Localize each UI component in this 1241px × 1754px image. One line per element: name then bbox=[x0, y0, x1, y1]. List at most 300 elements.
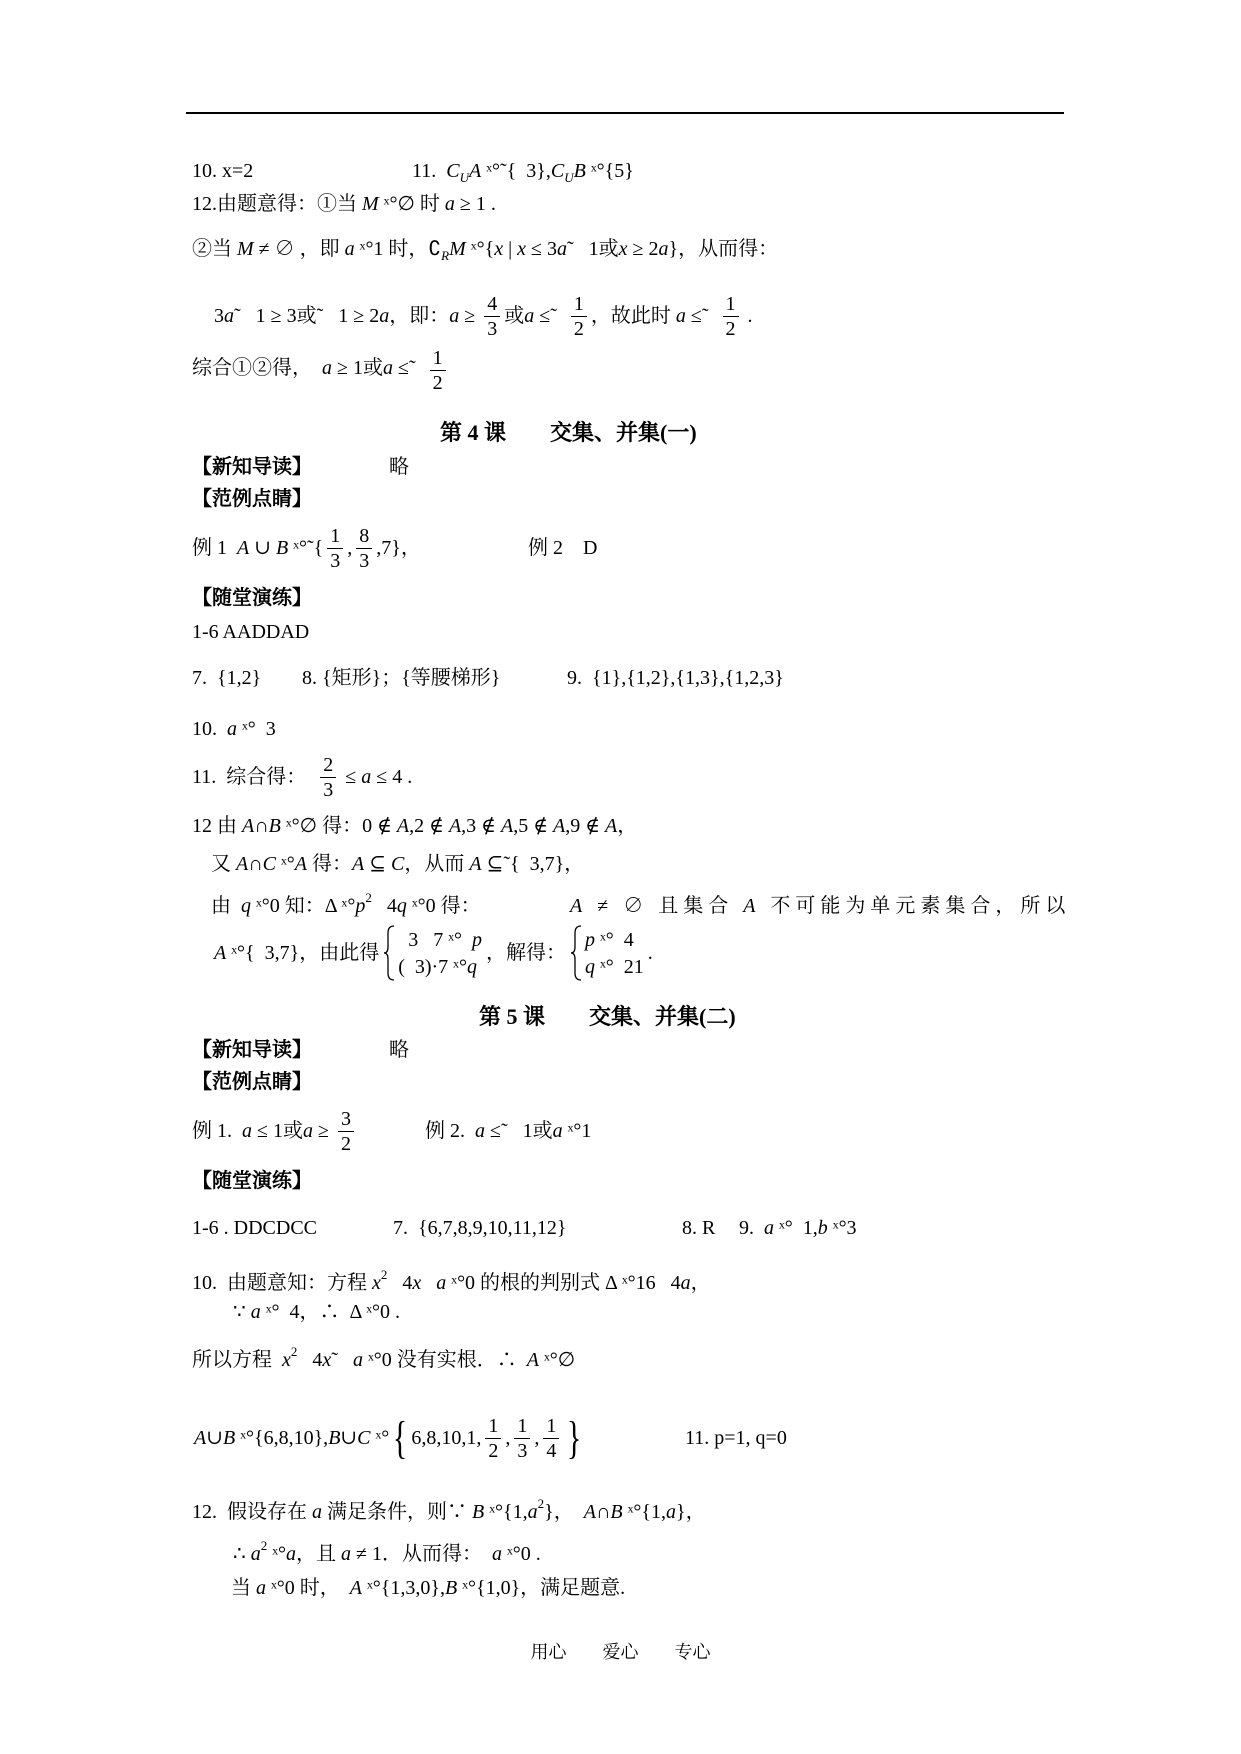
text: ˣ°0 的根的判别式 Δ ˣ°16 4 bbox=[446, 1272, 681, 1294]
text: 得： bbox=[307, 853, 353, 875]
text: ˣ°∅ bbox=[538, 1349, 576, 1371]
math-symbol: B bbox=[328, 1427, 341, 1449]
math-symbol: x bbox=[282, 1349, 291, 1371]
fraction bbox=[327, 525, 343, 572]
lesson-5-answer-10-line-4 bbox=[194, 1398, 585, 1478]
math-symbol: a bbox=[475, 1120, 485, 1142]
text: ≤ bbox=[340, 766, 362, 788]
text: ,9 ∉ bbox=[565, 815, 606, 837]
math-symbol: a bbox=[444, 193, 455, 215]
text: 10. 由题意知：方程 bbox=[192, 1272, 372, 1294]
heading-text: 【随堂演练】 bbox=[192, 1170, 312, 1192]
lesson-4-title bbox=[440, 413, 697, 453]
math-symbol: x bbox=[412, 1272, 422, 1294]
text: ˣ° 3 bbox=[237, 718, 276, 740]
math-symbol: A bbox=[396, 815, 410, 837]
numerator: 1 bbox=[430, 347, 446, 371]
lesson-5-answer-12-line-1 bbox=[192, 1492, 706, 1532]
lesson-5-title bbox=[479, 997, 736, 1037]
text: 9. bbox=[739, 1217, 764, 1239]
text: ，从而 bbox=[404, 853, 470, 875]
math-symbol: A bbox=[500, 815, 514, 837]
numerator: 1 bbox=[485, 1415, 501, 1439]
text: ˣ°{ 3,7}，由此得 bbox=[226, 942, 380, 964]
text: }， bbox=[676, 1501, 706, 1523]
lesson-5-answer-12-line-3 bbox=[231, 1568, 625, 1608]
answer-12-case-2 bbox=[192, 229, 778, 269]
math-symbol: a bbox=[344, 238, 355, 260]
math-symbol: a bbox=[286, 1543, 297, 1565]
math-symbol: a bbox=[666, 1501, 676, 1523]
lesson-4-answers-1-6 bbox=[192, 612, 309, 652]
text: 11. p=1, q=0 bbox=[685, 1427, 787, 1449]
denominator: 2 bbox=[340, 1132, 351, 1155]
math-symbol: a bbox=[256, 1577, 266, 1599]
numerator: 2 bbox=[320, 754, 336, 778]
page-footer bbox=[0, 1633, 1241, 1673]
answer-12-conclusion bbox=[192, 347, 450, 394]
text: ∩ bbox=[595, 1501, 611, 1523]
math-symbol: x bbox=[618, 238, 628, 260]
text: ，即： bbox=[389, 305, 450, 327]
math-symbol: q bbox=[241, 895, 251, 917]
open-brace: { bbox=[393, 1412, 408, 1463]
math-symbol: A bbox=[349, 1577, 362, 1599]
superscript: 2 bbox=[380, 1266, 388, 1282]
text: ˣ°0 知：Δ ˣ° bbox=[251, 895, 356, 917]
lesson-5-example-2 bbox=[425, 1111, 591, 1151]
text: 综合①②得， bbox=[192, 357, 322, 379]
text: ,5 ∉ bbox=[513, 815, 553, 837]
text: 4 bbox=[297, 1349, 323, 1371]
text: . bbox=[742, 305, 753, 327]
denominator: 3 bbox=[517, 1439, 528, 1462]
math-symbol: x bbox=[372, 1272, 381, 1294]
text: ˣ°3 bbox=[827, 1217, 857, 1239]
text: 7. {6,7,8,9,10,11,12} bbox=[393, 1217, 567, 1239]
math-symbol: p bbox=[355, 895, 366, 917]
text: ( 3)·7 ˣ° bbox=[398, 955, 467, 978]
text: }，从而得： bbox=[668, 238, 779, 260]
text: ∴ bbox=[233, 1543, 251, 1565]
math-symbol: a bbox=[224, 305, 234, 327]
numerator: 4 bbox=[484, 293, 500, 317]
text: ≤ 1或 bbox=[252, 1120, 303, 1142]
text: 略 bbox=[389, 1039, 409, 1061]
text: ②当 bbox=[192, 238, 237, 260]
text: ≤˜ bbox=[534, 305, 567, 327]
close-brace: } bbox=[567, 1412, 582, 1463]
denominator: 3 bbox=[323, 778, 334, 801]
text: . bbox=[647, 942, 653, 964]
text: ˣ° bbox=[276, 853, 295, 875]
denominator: 4 bbox=[546, 1439, 557, 1462]
lesson-4-answer-10 bbox=[192, 709, 276, 749]
math-symbol: A bbox=[469, 853, 482, 875]
lesson-4-answer-12-line-3b bbox=[570, 886, 1070, 926]
text: ⊆ bbox=[364, 853, 391, 875]
set-braces bbox=[389, 1412, 585, 1463]
text: ˣ°{1,0}，满足题意. bbox=[457, 1577, 626, 1599]
text: 1-6 AADDAD bbox=[192, 621, 310, 643]
text: ˜ 1或 bbox=[566, 238, 619, 260]
math-symbol: A bbox=[553, 815, 566, 837]
lesson-4-answer-12-line-1 bbox=[192, 806, 637, 846]
text: 1-6 . DDCDCC bbox=[192, 1217, 318, 1239]
text: ， bbox=[690, 1272, 711, 1294]
math-symbol: A bbox=[448, 815, 462, 837]
superscript: 2 bbox=[290, 1343, 298, 1359]
math-symbol: a bbox=[382, 357, 393, 379]
heading-text: 【随堂演练】 bbox=[192, 587, 312, 609]
text: ˜ bbox=[331, 1349, 353, 1371]
denominator: 2 bbox=[488, 1439, 499, 1462]
text: ≥ 1 . bbox=[454, 193, 496, 215]
text: ˣ°{5} bbox=[585, 160, 634, 182]
text: 例 1 bbox=[192, 537, 237, 559]
text: 7. {1,2} bbox=[192, 667, 262, 689]
lesson-4-example-2 bbox=[528, 528, 597, 568]
text: ≠ 1．从而得： bbox=[351, 1543, 492, 1565]
superscript: 2 bbox=[537, 1495, 545, 1511]
math-symbol: a bbox=[449, 305, 460, 327]
math-symbol: a bbox=[322, 357, 332, 379]
math-symbol: a bbox=[680, 1272, 691, 1294]
math-symbol: p bbox=[471, 928, 482, 951]
numerator: 1 bbox=[327, 525, 343, 549]
lesson-4-answer-7 bbox=[192, 658, 261, 698]
equation-rows bbox=[585, 926, 644, 980]
math-symbol: a bbox=[361, 766, 372, 788]
text: ˣ°˜{ 3}, bbox=[481, 160, 551, 182]
math-symbol: A bbox=[236, 853, 249, 875]
text: ˣ° bbox=[267, 1543, 287, 1565]
text: ≥ bbox=[459, 305, 481, 327]
fraction bbox=[338, 1108, 354, 1155]
text: ˣ° 1, bbox=[774, 1217, 818, 1239]
text: 又 bbox=[211, 853, 236, 875]
denominator: 2 bbox=[725, 317, 736, 340]
lesson-5-answer-11 bbox=[685, 1418, 787, 1458]
text: 例 2. bbox=[425, 1120, 475, 1142]
text: ˣ°{1, bbox=[622, 1501, 666, 1523]
text: ˣ° bbox=[370, 1427, 390, 1449]
text: 8. R bbox=[682, 1217, 716, 1239]
text: ≤˜ 1或 bbox=[485, 1120, 553, 1142]
equation-row bbox=[398, 926, 482, 953]
lesson-5-answer-10-line-2 bbox=[233, 1292, 400, 1332]
math-symbol: B bbox=[610, 1501, 623, 1523]
numerator: 8 bbox=[356, 525, 372, 549]
heading-text: 【范例点睛】 bbox=[192, 488, 312, 510]
lesson-4-example-1 bbox=[192, 516, 421, 580]
text: ≠ ∅ 且集合 bbox=[587, 895, 744, 917]
fraction bbox=[514, 1415, 530, 1462]
math-symbol: a bbox=[764, 1217, 774, 1239]
math-symbol: A bbox=[294, 853, 308, 875]
numerator: 1 bbox=[543, 1415, 559, 1439]
lesson-5-answer-10-line-3 bbox=[192, 1340, 575, 1380]
answer-12-case-1 bbox=[192, 184, 496, 224]
math-symbol: M bbox=[449, 238, 466, 260]
lesson-4-answer-11 bbox=[192, 745, 412, 809]
math-symbol: A bbox=[743, 895, 761, 917]
text: ≤ 3 bbox=[525, 238, 557, 260]
subscript: R bbox=[441, 247, 450, 263]
math-symbol: A bbox=[469, 160, 482, 182]
math-symbol: A bbox=[237, 537, 250, 559]
text: ≤˜ bbox=[685, 305, 719, 327]
text: ˣ°˜{ bbox=[288, 537, 324, 559]
math-symbol: a bbox=[242, 1120, 252, 1142]
text: 略 bbox=[389, 456, 409, 478]
math-symbol: C bbox=[391, 853, 405, 875]
text: , bbox=[534, 1427, 540, 1449]
text: 8. {矩形}；{等腰梯形} bbox=[302, 667, 501, 689]
text: 9. {1},{1,2},{1,3},{1,2,3} bbox=[567, 667, 784, 689]
fraction bbox=[543, 1415, 559, 1462]
footer-text: 用心 爱心 专心 bbox=[530, 1642, 711, 1663]
text: 10. x=2 bbox=[192, 160, 254, 182]
left-brace bbox=[570, 925, 582, 981]
text: 所以方程 bbox=[192, 1349, 282, 1371]
left-brace bbox=[383, 925, 395, 981]
math-symbol: x bbox=[494, 238, 504, 260]
math-symbol: A bbox=[214, 942, 227, 964]
math-symbol: a bbox=[552, 1120, 563, 1142]
text: ˣ°{1,3,0}, bbox=[362, 1577, 445, 1599]
text: 6,8,10,1, bbox=[411, 1427, 482, 1449]
text: 或 bbox=[504, 305, 525, 327]
text: ˣ°{1, bbox=[484, 1501, 528, 1523]
text: ˜ 1 ≥ 3或˜ 1 ≥ 2 bbox=[234, 305, 380, 327]
math-symbol: a bbox=[302, 1120, 313, 1142]
math-symbol: B bbox=[472, 1501, 485, 1523]
lesson-4-answer-12-line-2 bbox=[211, 844, 584, 884]
math-symbol: q bbox=[396, 895, 407, 917]
math-symbol: B bbox=[444, 1577, 458, 1599]
text: ˣ° 4 bbox=[594, 928, 634, 951]
math-symbol: M bbox=[362, 193, 379, 215]
math-symbol: A bbox=[570, 895, 588, 917]
fraction bbox=[723, 293, 739, 340]
text: 当 bbox=[231, 1577, 256, 1599]
text: ,3 ∉ bbox=[461, 815, 501, 837]
math-symbol: a bbox=[250, 1543, 261, 1565]
text: ∩ bbox=[254, 815, 269, 837]
lesson-5-answer-9 bbox=[739, 1208, 857, 1248]
math-symbol: a bbox=[492, 1543, 502, 1565]
math-symbol: q bbox=[584, 955, 595, 978]
math-symbol: C bbox=[446, 160, 460, 182]
answer-12-derivation bbox=[214, 284, 753, 348]
text: 11. 综合得： bbox=[192, 766, 317, 788]
text: ，故此时 bbox=[590, 305, 676, 327]
text: 不可能为单元素集合，所以 bbox=[760, 895, 1071, 917]
text: ˣ°1 bbox=[562, 1120, 592, 1142]
text: , bbox=[505, 1427, 511, 1449]
math-symbol: a bbox=[227, 718, 237, 740]
math-symbol: A bbox=[526, 1349, 539, 1371]
equation-row bbox=[585, 926, 644, 953]
math-symbol: a bbox=[341, 1543, 352, 1565]
lesson-5-answer-7 bbox=[393, 1208, 566, 1248]
math-symbol: A bbox=[242, 815, 255, 837]
lesson-4-answer-12-line-4 bbox=[214, 921, 653, 985]
math-symbol: B bbox=[275, 537, 289, 559]
text: 12. 假设存在 bbox=[192, 1501, 312, 1523]
header-rule bbox=[186, 112, 1064, 114]
text: 例 2 D bbox=[528, 537, 598, 559]
text: ≥ 2 bbox=[627, 238, 659, 260]
text: ≠ ∅ ，即 bbox=[253, 238, 345, 260]
text: 3 bbox=[214, 305, 224, 327]
text: ∵ bbox=[233, 1301, 251, 1323]
text: 满足条件，则∵ bbox=[322, 1501, 472, 1523]
text: ∪ bbox=[206, 1427, 223, 1449]
math-symbol: a bbox=[527, 1501, 538, 1523]
subscript: U bbox=[459, 169, 469, 185]
math-symbol: C bbox=[357, 1427, 371, 1449]
text: , bbox=[347, 537, 353, 559]
text: ˣ° 21 bbox=[594, 955, 644, 978]
equation-row bbox=[585, 953, 644, 980]
math-symbol: C bbox=[262, 853, 277, 875]
lesson-5-answers-1-6 bbox=[192, 1208, 317, 1248]
denominator: 3 bbox=[487, 317, 498, 340]
math-symbol: b bbox=[817, 1217, 828, 1239]
fraction bbox=[320, 754, 336, 801]
text bbox=[421, 1272, 436, 1294]
lesson-5-examples-heading bbox=[192, 1062, 312, 1102]
text: ˣ°0 时， bbox=[266, 1577, 350, 1599]
text: ˣ°0 没有实根．∴ bbox=[362, 1349, 527, 1371]
heading-text: 【新知导读】 bbox=[192, 456, 312, 478]
heading-text: 第 4 课 交集、并集(一) bbox=[440, 419, 697, 445]
lesson-4-answer-9 bbox=[567, 658, 784, 698]
text: ˣ°1 时，∁ bbox=[354, 238, 442, 260]
fraction bbox=[430, 347, 446, 394]
text: ˣ°0 . bbox=[502, 1543, 541, 1565]
math-symbol: p bbox=[584, 928, 595, 951]
equation-system bbox=[383, 925, 482, 981]
text: 4 bbox=[371, 895, 397, 917]
heading-text: 【新知导读】 bbox=[192, 1039, 312, 1061]
text: ， bbox=[617, 815, 638, 837]
text: ⊆˜{ 3,7}， bbox=[481, 853, 585, 875]
text: | bbox=[503, 238, 518, 260]
math-symbol: A bbox=[605, 815, 618, 837]
set-contents bbox=[411, 1415, 563, 1462]
fraction bbox=[484, 293, 500, 340]
text: 12.由题意得：①当 bbox=[192, 193, 362, 215]
math-symbol: q bbox=[466, 955, 477, 978]
text: 11. bbox=[412, 160, 447, 182]
math-symbol: a bbox=[524, 305, 535, 327]
equation-rows bbox=[398, 926, 482, 980]
denominator: 3 bbox=[359, 549, 370, 572]
text: ≤ 4 . bbox=[371, 766, 413, 788]
math-symbol: a bbox=[379, 305, 390, 327]
math-symbol: a bbox=[658, 238, 669, 260]
text: 例 1. bbox=[192, 1120, 242, 1142]
text: 4 bbox=[387, 1272, 413, 1294]
text: 10. bbox=[192, 718, 227, 740]
equation-system bbox=[570, 925, 644, 981]
superscript: 2 bbox=[365, 889, 372, 905]
math-symbol: M bbox=[237, 238, 254, 260]
text: }， bbox=[544, 1501, 584, 1523]
lesson-4-answer-12-line-3a bbox=[211, 886, 481, 926]
math-symbol: a bbox=[352, 1349, 363, 1371]
lesson-4-answer-8 bbox=[302, 658, 500, 698]
fraction bbox=[571, 293, 587, 340]
text: ，且 bbox=[296, 1543, 342, 1565]
heading-text: 第 5 课 交集、并集(二) bbox=[479, 1003, 736, 1029]
math-symbol: a bbox=[556, 238, 567, 260]
math-symbol: x bbox=[517, 238, 526, 260]
text: 由 bbox=[211, 895, 241, 917]
text: ∪ bbox=[249, 537, 276, 559]
math-symbol: C bbox=[550, 160, 565, 182]
equation-row bbox=[398, 953, 482, 980]
math-symbol: a bbox=[250, 1301, 261, 1323]
superscript: 2 bbox=[260, 1537, 268, 1553]
lesson-5-practice-heading bbox=[192, 1161, 312, 1201]
fraction bbox=[485, 1415, 501, 1462]
text: ,2 ∉ bbox=[409, 815, 449, 837]
denominator: 2 bbox=[573, 317, 584, 340]
text: ,7}， bbox=[376, 537, 421, 559]
math-symbol: B bbox=[573, 160, 586, 182]
subscript: U bbox=[564, 169, 574, 185]
text: ˣ°∅ 得：0 ∉ bbox=[280, 815, 397, 837]
text: ˣ°{6,8,10}, bbox=[235, 1427, 329, 1449]
lesson-5-example-1 bbox=[192, 1099, 358, 1163]
fraction bbox=[356, 525, 372, 572]
lesson-5-answer-8 bbox=[682, 1208, 715, 1248]
math-symbol: a bbox=[675, 305, 686, 327]
math-symbol: x bbox=[322, 1349, 332, 1371]
denominator: 3 bbox=[330, 549, 341, 572]
math-symbol: A bbox=[583, 1501, 596, 1523]
denominator: 2 bbox=[432, 372, 443, 394]
text: 12 由 bbox=[192, 815, 242, 837]
text: ˣ° 4，∴ Δ ˣ°0 . bbox=[260, 1301, 401, 1323]
text: ≥ bbox=[312, 1120, 334, 1142]
lesson-4-preview-text bbox=[389, 447, 409, 487]
math-symbol: B bbox=[222, 1427, 236, 1449]
numerator: 1 bbox=[514, 1415, 530, 1439]
text: ≥ 1或 bbox=[332, 357, 383, 379]
math-symbol: a bbox=[436, 1272, 447, 1294]
numerator: 1 bbox=[723, 293, 739, 317]
lesson-4-examples-heading bbox=[192, 479, 312, 519]
text: ˣ°{ bbox=[465, 238, 495, 260]
text: ≤˜ bbox=[392, 357, 426, 379]
math-symbol: a bbox=[312, 1501, 322, 1523]
math-symbol: A bbox=[194, 1427, 207, 1449]
text: ˣ°∅ 时 bbox=[378, 193, 445, 215]
text: ˣ°0 得： bbox=[406, 895, 481, 917]
text: ，解得： bbox=[485, 942, 566, 964]
heading-text: 【范例点睛】 bbox=[192, 1071, 312, 1093]
math-symbol: A bbox=[352, 853, 365, 875]
lesson-5-preview-text bbox=[389, 1030, 409, 1070]
numerator: 3 bbox=[338, 1108, 354, 1132]
math-symbol: B bbox=[268, 815, 281, 837]
numerator: 1 bbox=[571, 293, 587, 317]
